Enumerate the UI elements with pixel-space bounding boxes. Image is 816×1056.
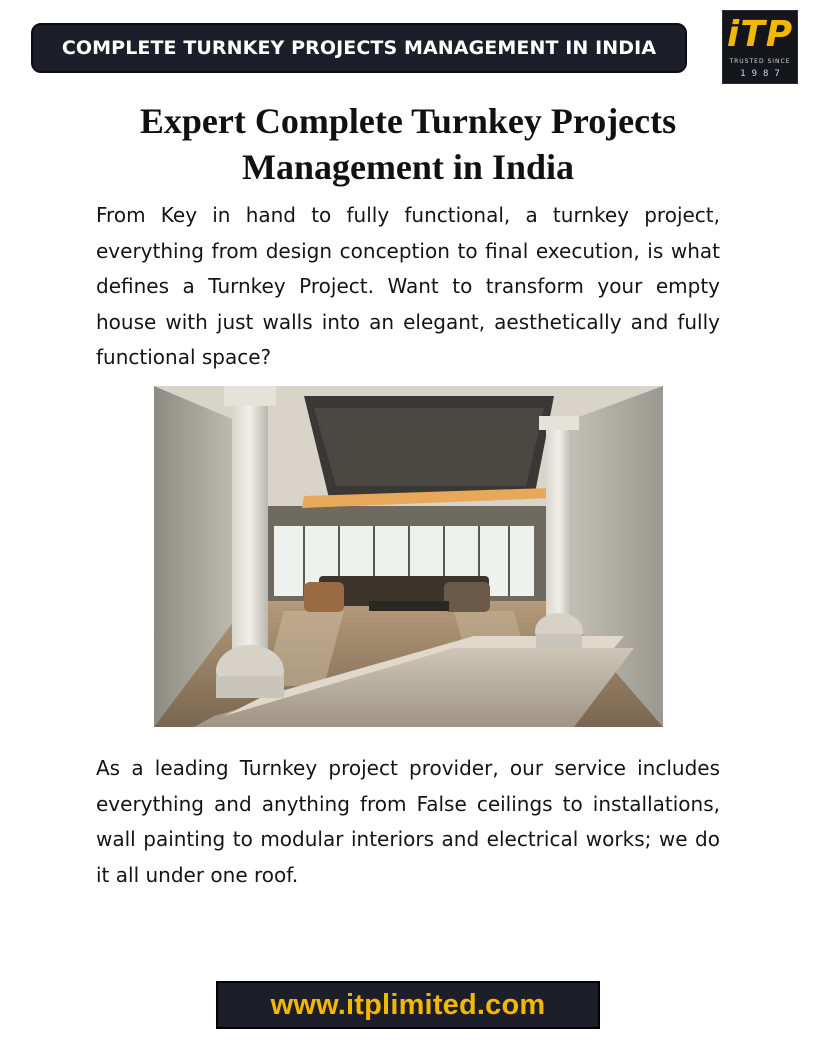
- intro-paragraph: From Key in hand to fully functional, a turnkey project, everything from design conception to final execution, is what defines a Turnkey Project. Want to transform your empty house with just walls into an elegant, aesthetically and fully functional space?: [96, 203, 720, 369]
- logo-tagline: TRUSTED SINCE: [729, 58, 791, 65]
- website-link[interactable]: www.itplimited.com: [270, 988, 546, 1021]
- footer-url-box[interactable]: [216, 981, 600, 1029]
- company-logo[interactable]: [722, 10, 798, 84]
- banner-title: COMPLETE TURNKEY PROJECTS MANAGEMENT IN INDIA: [61, 37, 657, 59]
- page-title: Expert Complete Turnkey Projects Management in India: [139, 101, 677, 187]
- header-banner: [31, 23, 687, 73]
- interior-photo: [154, 386, 663, 727]
- logo-mark: iTP: [726, 14, 794, 55]
- services-paragraph: As a leading Turnkey project provider, our service includes everything and anything from False ceilings to installations, wall painting to modular interiors and electrical works; we do it all under one roof.: [96, 756, 720, 887]
- logo-year: 1987: [740, 69, 786, 79]
